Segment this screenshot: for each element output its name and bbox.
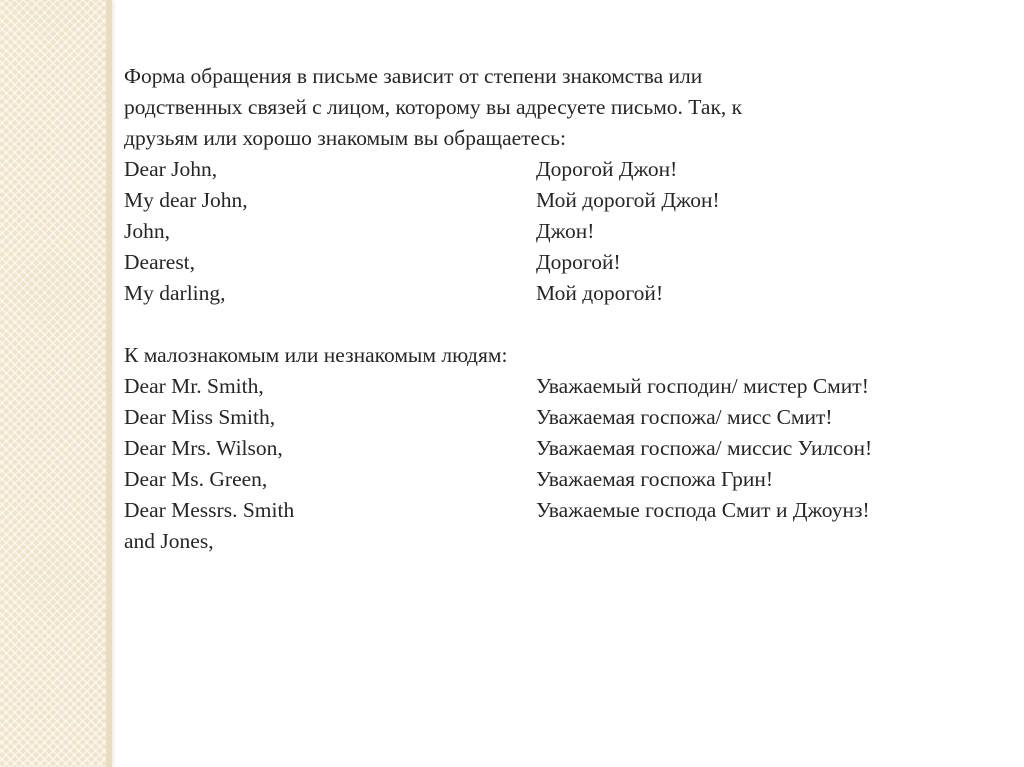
intro-line-2: родственных связей с лицом, которому вы адресуете письмо. Так, к bbox=[124, 95, 743, 119]
russian-greeting: Мой дорогой! bbox=[536, 281, 664, 305]
english-greeting: Dear Miss Smith, bbox=[124, 405, 276, 429]
spacer bbox=[124, 309, 984, 340]
slide-content bbox=[124, 61, 984, 557]
russian-greeting: Дорогой Джон! bbox=[536, 157, 678, 181]
russian-greeting: Дорогой! bbox=[536, 250, 621, 274]
list-item bbox=[124, 247, 984, 278]
strangers-list bbox=[124, 371, 984, 526]
russian-greeting: Джон! bbox=[536, 219, 595, 243]
english-greeting: Dearest, bbox=[124, 250, 196, 274]
list-item bbox=[124, 495, 984, 526]
russian-greeting: Уважаемая госпожа/ миссис Уилсон! bbox=[536, 436, 873, 460]
list-item bbox=[124, 278, 984, 309]
decorative-side-line bbox=[106, 0, 112, 767]
list-item bbox=[124, 154, 984, 185]
russian-greeting: Уважаемые господа Смит и Джоунз! bbox=[536, 498, 870, 522]
friends-list bbox=[124, 154, 984, 309]
list-item bbox=[124, 464, 984, 495]
russian-greeting: Уважаемый господин/ мистер Смит! bbox=[536, 374, 869, 398]
list-item bbox=[124, 371, 984, 402]
intro-paragraph bbox=[124, 61, 984, 154]
list-item bbox=[124, 216, 984, 247]
english-greeting: Dear Mrs. Wilson, bbox=[124, 436, 283, 460]
english-greeting: Dear Ms. Green, bbox=[124, 467, 268, 491]
strangers-heading: К малознакомым или незнакомым людям: bbox=[124, 343, 508, 367]
russian-greeting: Уважаемая госпожа Грин! bbox=[536, 467, 774, 491]
english-greeting: Dear Messrs. Smith bbox=[124, 498, 295, 522]
list-item bbox=[124, 185, 984, 216]
intro-line-3: друзьям или хорошо знакомым вы обращаетесь: bbox=[124, 126, 566, 150]
english-greeting-continuation: and Jones, bbox=[124, 529, 214, 553]
decorative-side-band bbox=[0, 0, 106, 767]
english-greeting: Dear Mr. Smith, bbox=[124, 374, 264, 398]
list-item bbox=[124, 433, 984, 464]
english-greeting: John, bbox=[124, 219, 170, 243]
russian-greeting: Мой дорогой Джон! bbox=[536, 188, 720, 212]
russian-greeting: Уважаемая госпожа/ мисс Смит! bbox=[536, 405, 833, 429]
english-greeting: Dear John, bbox=[124, 157, 218, 181]
english-greeting: My darling, bbox=[124, 281, 226, 305]
intro-line-1: Форма обращения в письме зависит от степени знакомства или bbox=[124, 64, 703, 88]
list-item bbox=[124, 402, 984, 433]
english-greeting: My dear John, bbox=[124, 188, 248, 212]
